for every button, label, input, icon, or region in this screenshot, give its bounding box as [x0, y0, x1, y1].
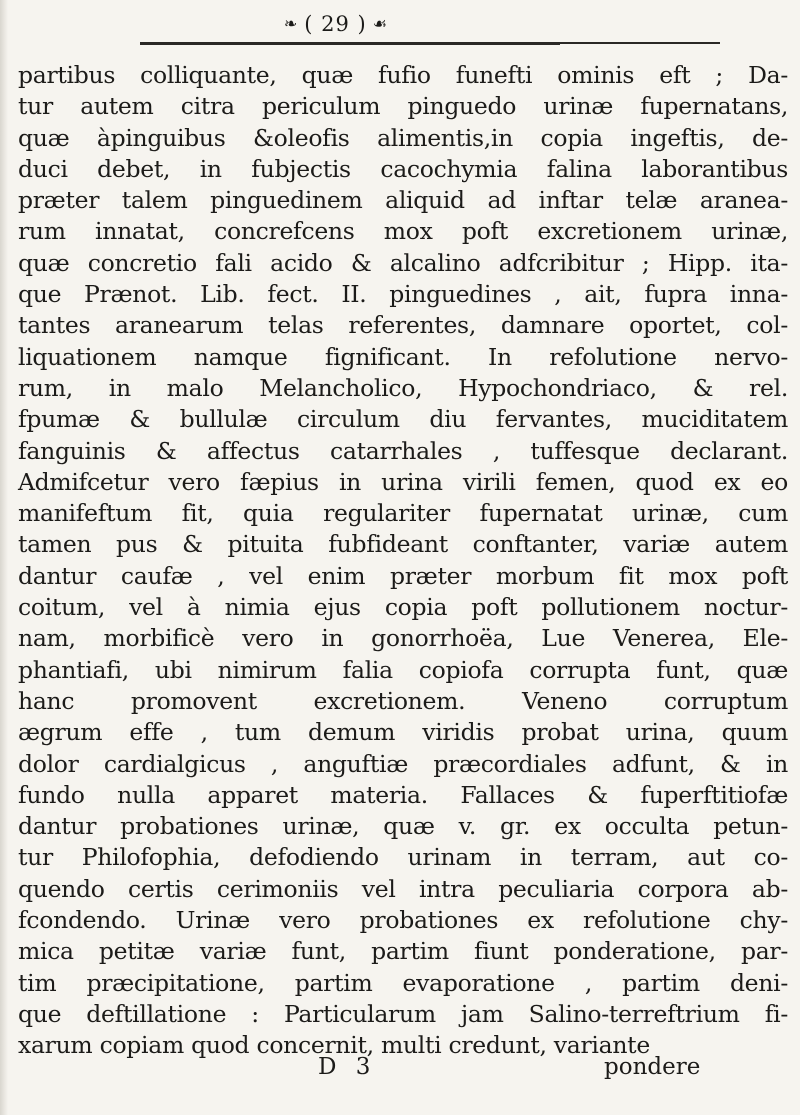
page-number-line	[226, 12, 446, 36]
catchword: pondere	[604, 1054, 701, 1080]
page-header	[0, 4, 800, 50]
text-line: phantiafi, ubi nimirum falia copiofa corrupta funt, quæ	[18, 655, 788, 684]
text-line: nam, morbificè vero in gonorrhoëa, Lue Venerea, Ele-	[18, 624, 788, 653]
right-ornament-icon: ☙	[372, 14, 389, 33]
text-line: dantur caufæ , vel enim præter morbum fit mox poft	[18, 561, 788, 590]
text-line: que deftillatione : Particularum jam Salino-terreftrium fi-	[18, 999, 788, 1028]
page-footer	[0, 1054, 800, 1084]
text-line: fundo nulla apparet materia. Fallaces & fuperftitiofæ	[18, 780, 788, 809]
text-line: rum innatat, concrefcens mox poft excretionem urinæ,	[18, 217, 788, 246]
signature-mark: D 3	[318, 1054, 377, 1080]
text-line: præter talem pinguedinem aliquid ad inftar telæ aranea-	[18, 186, 788, 215]
body-text	[18, 60, 788, 1062]
text-line: liquationem namque fignificant. In refolutione nervo-	[18, 342, 788, 371]
text-line: quæ concretio fali acido & alcalino adfcribitur ; Hipp. ita-	[18, 248, 788, 277]
text-line: coitum, vel à nimia ejus copia poft pollutionem noctur-	[18, 593, 788, 622]
text-line: fanguinis & affectus catarrhales , tuffesque declarant.	[18, 436, 788, 465]
text-line: ægrum effe , tum demum viridis probat urina, quum	[18, 718, 788, 747]
text-line: xarum copiam quod concernit, multi credunt, variante	[18, 1031, 650, 1060]
text-line: que Prænot. Lib. fect. II. pinguedines , ait, fupra inna-	[18, 280, 788, 309]
text-line: fcondendo. Urinæ vero probationes ex refolutione chy-	[18, 906, 788, 935]
text-line: partibus colliquante, quæ fufio funefti ominis eft ; Da-	[18, 61, 788, 89]
text-line: tur autem citra periculum pinguedo urinæ fupernatans,	[18, 92, 788, 121]
text-line: mica petitæ variæ funt, partim fiunt ponderatione, par-	[18, 937, 788, 966]
text-line: tamen pus & pituita fubfideant conftanter, variæ autem	[18, 530, 788, 559]
page-edge-shadow	[0, 0, 8, 1115]
header-rule-thin	[560, 42, 720, 44]
text-line: fpumæ & bullulæ circulum diu fervantes, muciditatem	[18, 405, 788, 434]
text-line: dolor cardialgicus , anguftiæ præcordiales adfunt, & in	[18, 749, 788, 778]
text-line: rum, in malo Melancholico, Hypochondriaco, & rel.	[18, 373, 788, 402]
text-line: hanc promovent excretionem. Veneno corruptum	[18, 686, 788, 715]
text-line: quæ àpinguibus &oleofis alimentis,in copia ingeftis, de-	[18, 123, 788, 152]
page-number: ( 29 )	[304, 12, 367, 36]
text-line: manifeftum fit, quia regulariter fupernatat urinæ, cum	[18, 499, 788, 528]
text-line: quendo certis cerimoniis vel intra peculiaria corpora ab-	[18, 874, 788, 903]
header-rule	[140, 42, 560, 45]
text-line: dantur probationes urinæ, quæ v. gr. ex occulta petun-	[18, 812, 788, 841]
text-line: duci debet, in fubjectis cacochymia falina laborantibus	[18, 154, 788, 183]
text-line: tur Philofophia, defodiendo urinam in terram, aut co-	[18, 843, 788, 872]
text-line: Admifcetur vero fæpius in urina virili femen, quod ex eo	[18, 467, 788, 496]
text-line: tantes aranearum telas referentes, damnare oportet, col-	[18, 311, 788, 340]
left-ornament-icon: ❧	[283, 14, 299, 33]
text-line: tim præcipitatione, partim evaporatione , partim deni-	[18, 968, 788, 997]
